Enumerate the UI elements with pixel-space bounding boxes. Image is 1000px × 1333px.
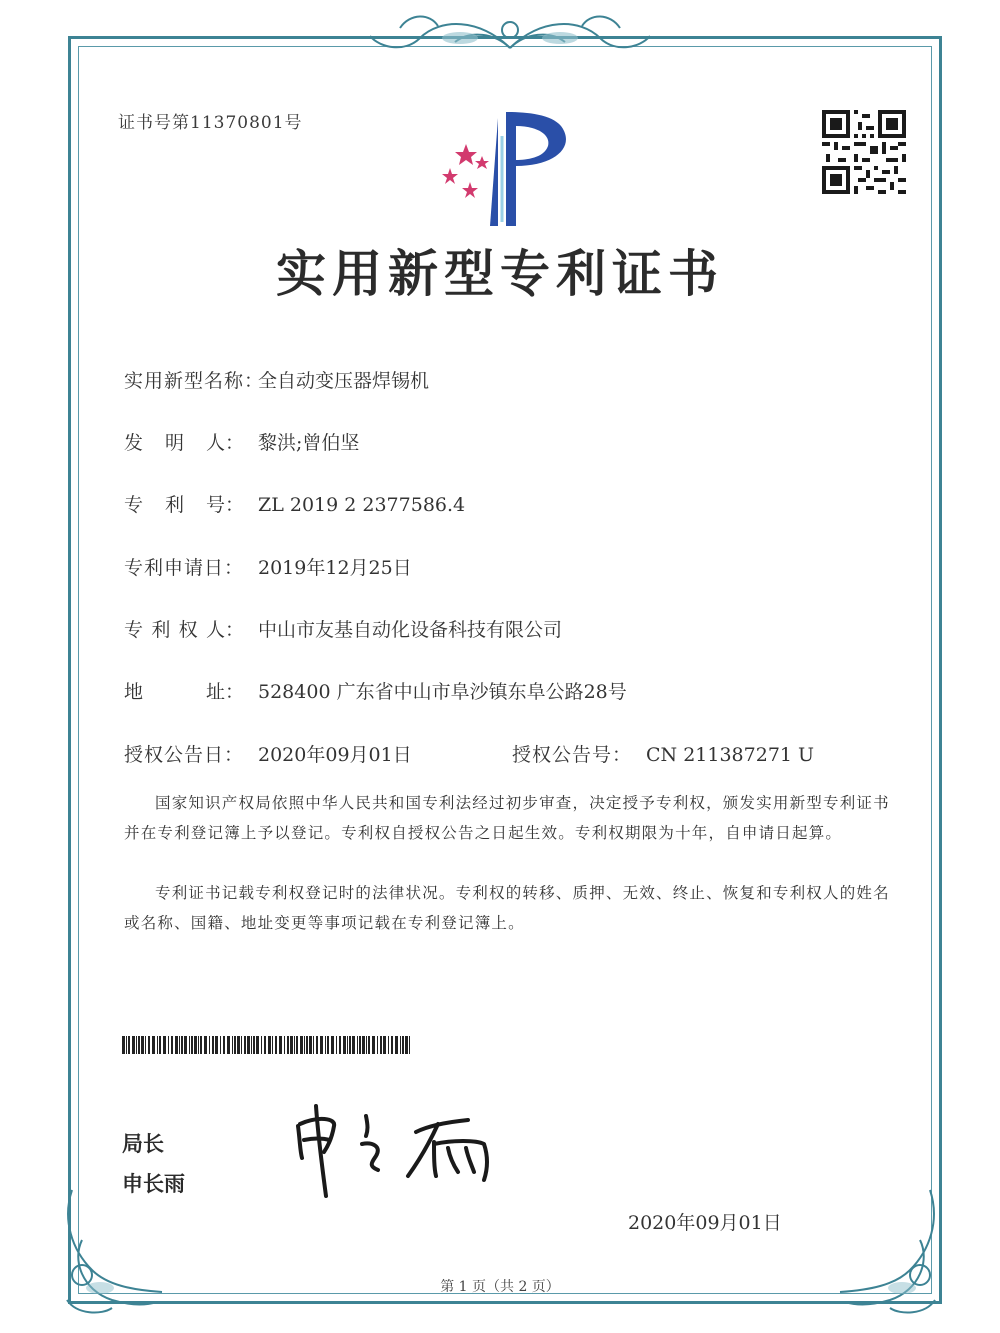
barcode-bar: [327, 1036, 329, 1054]
barcode-bar: [122, 1036, 125, 1054]
statement-paragraph: 专利证书记载专利权登记时的法律状况。专利权的转移、质押、无效、终止、恢复和专利权人的姓名或名称、国籍、地址变更等事项记载在专利登记簿上。: [124, 884, 890, 932]
field-label: 地 址：: [124, 681, 244, 703]
barcode-bar: [132, 1036, 135, 1054]
barcode-bar: [300, 1036, 303, 1054]
barcode-bar: [309, 1036, 312, 1054]
field-patent-number: [124, 490, 465, 517]
signature-date: 2020年09月01日: [628, 1212, 782, 1234]
certificate-title: 实用新型专利证书: [276, 245, 724, 303]
barcode-bar: [251, 1036, 252, 1054]
field-utility-model-name: [124, 366, 429, 393]
barcode-bar: [352, 1036, 355, 1054]
barcode-bar: [181, 1036, 183, 1054]
barcode-bar: [145, 1036, 146, 1054]
certificate-number: 证书号第11370801号: [118, 113, 303, 133]
director-signature: [288, 1096, 508, 1206]
barcode-bar: [261, 1036, 262, 1054]
barcode-bar: [290, 1036, 293, 1054]
barcode-bar: [148, 1036, 150, 1054]
barcode-bar: [279, 1036, 282, 1054]
barcode-bar: [126, 1036, 127, 1054]
field-value: CN 211387271 U: [646, 744, 815, 766]
barcode-bar: [209, 1036, 210, 1054]
barcode-bar: [372, 1036, 375, 1054]
field-label: 授权公告日：: [124, 744, 245, 766]
field-announcement-date: [124, 740, 412, 767]
field-announcement-number: [512, 740, 814, 767]
barcode-bar: [402, 1036, 404, 1054]
field-value: 2020年09月01日: [258, 744, 412, 766]
statement-paragraph: 国家知识产权局依照中华人民共和国专利法经过初步审查，决定授予专利权，颁发实用新型专利证书并在专利登记簿上予以登记。专利权自授权公告之日起生效。专利权期限为十年，自申请日起算。: [124, 794, 890, 842]
barcode-bar: [316, 1036, 318, 1054]
barcode-bar: [383, 1036, 386, 1054]
barcode-bar: [171, 1036, 173, 1054]
barcode-bar: [237, 1036, 240, 1054]
barcode-bar: [204, 1036, 207, 1054]
barcode-bar: [294, 1036, 295, 1054]
field-label: 实用新型名称：: [124, 370, 265, 392]
barcode-bar: [168, 1036, 169, 1054]
barcode-bar: [268, 1036, 271, 1054]
barcode-bar: [359, 1036, 361, 1054]
barcode-bar: [179, 1036, 180, 1054]
barcode-bar: [368, 1036, 370, 1054]
director-title: 局长: [122, 1132, 164, 1156]
barcode-bar: [184, 1036, 187, 1054]
barcode-bar: [405, 1036, 408, 1054]
page-number: 第 1 页（共 2 页）: [440, 1279, 560, 1295]
barcode-bar: [159, 1036, 161, 1054]
bottom-right-ornament-icon: [830, 1180, 950, 1320]
field-value: 黎洪;曾伯坚: [258, 432, 360, 454]
barcode-bar: [357, 1036, 358, 1054]
barcode-bar: [377, 1036, 378, 1054]
barcode-bar: [138, 1036, 140, 1054]
barcode-bar: [220, 1036, 221, 1054]
barcode-bar: [388, 1036, 389, 1054]
barcode-bar: [400, 1036, 401, 1054]
barcode-bar: [200, 1036, 202, 1054]
patent-office-logo-icon: [426, 106, 596, 232]
barcode-bar: [215, 1036, 218, 1054]
barcode-bar: [227, 1036, 230, 1054]
top-ornament-icon: [360, 8, 660, 64]
barcode-bar: [157, 1036, 158, 1054]
field-application-date: [124, 553, 412, 580]
barcode-bar: [194, 1036, 197, 1054]
barcode-bar: [395, 1036, 398, 1054]
barcode-bar: [223, 1036, 225, 1054]
barcode-bar: [189, 1036, 190, 1054]
barcode-bar: [313, 1036, 314, 1054]
barcode-bar: [212, 1036, 214, 1054]
barcode-bar: [175, 1036, 178, 1054]
barcode-bar: [253, 1036, 255, 1054]
barcode-bar: [391, 1036, 393, 1054]
barcode-bar: [163, 1036, 166, 1054]
barcode-bar: [244, 1036, 246, 1054]
field-value: 528400 广东省中山市阜沙镇东阜公路28号: [258, 681, 627, 703]
field-value: ZL 2019 2 2377586.4: [258, 494, 466, 516]
barcode-bar: [128, 1036, 130, 1054]
barcode-bar: [336, 1036, 337, 1054]
barcode-bar: [234, 1036, 236, 1054]
barcode-bar: [275, 1036, 277, 1054]
barcode-bar: [241, 1036, 242, 1054]
barcode-bar: [343, 1036, 346, 1054]
field-patentee: [124, 615, 562, 642]
barcode-bar: [287, 1036, 289, 1054]
barcode-bar: [232, 1036, 233, 1054]
field-value: 中山市友基自动化设备科技有限公司: [258, 619, 563, 641]
bottom-left-ornament-icon: [52, 1180, 172, 1320]
barcode-bar: [247, 1036, 250, 1054]
field-value: 全自动变压器焊锡机: [258, 370, 430, 392]
barcode-bar: [380, 1036, 382, 1054]
qr-code-icon: [822, 110, 906, 194]
barcode-bar: [366, 1036, 367, 1054]
director-name: 申长雨: [122, 1172, 185, 1196]
barcode-bar: [362, 1036, 365, 1054]
barcode-bar: [331, 1036, 334, 1054]
field-value: 2019年12月25日: [258, 557, 412, 579]
barcode-icon: [122, 1036, 414, 1054]
barcode-bar: [339, 1036, 341, 1054]
barcode-bar: [256, 1036, 259, 1054]
field-label: 发 明 人：: [124, 432, 244, 454]
barcode-bar: [264, 1036, 266, 1054]
barcode-bar: [304, 1036, 305, 1054]
barcode-bar: [141, 1036, 144, 1054]
barcode-bar: [320, 1036, 323, 1054]
field-label: 专 利 号：: [124, 494, 244, 516]
barcode-bar: [198, 1036, 199, 1054]
barcode-bar: [284, 1036, 285, 1054]
field-label: 专利申请日：: [124, 557, 245, 579]
barcode-bar: [272, 1036, 273, 1054]
barcode-bar: [191, 1036, 193, 1054]
field-label: 授权公告号：: [512, 744, 633, 766]
field-inventor: [124, 428, 359, 455]
barcode-bar: [136, 1036, 137, 1054]
field-address: [124, 677, 627, 704]
barcode-bar: [152, 1036, 155, 1054]
barcode-bar: [349, 1036, 351, 1054]
barcode-bar: [296, 1036, 298, 1054]
field-label: 专 利 权 人：: [124, 619, 244, 641]
barcode-bar: [325, 1036, 326, 1054]
barcode-bar: [347, 1036, 348, 1054]
barcode-bar: [409, 1036, 410, 1054]
barcode-bar: [306, 1036, 308, 1054]
